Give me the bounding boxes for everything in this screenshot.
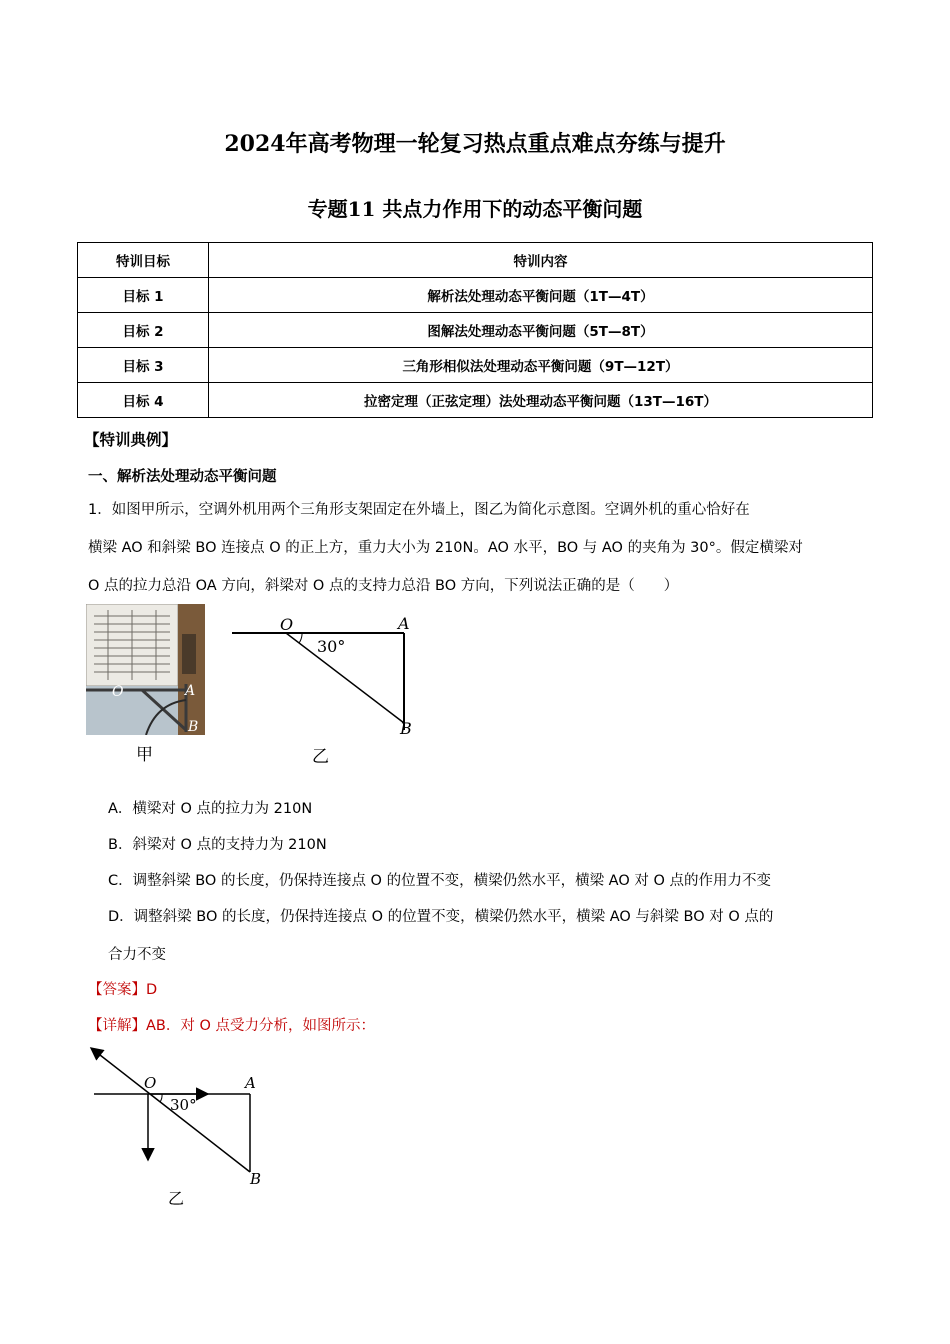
table-cell-content: 图解法处理动态平衡问题（5T—8T） — [209, 313, 873, 348]
section-heading: 【特训典例】 — [84, 431, 178, 449]
page-subtitle: 专题11 共点力作用下的动态平衡问题 — [307, 197, 643, 221]
option-b: B．斜梁对 O 点的支持力为 210N — [108, 837, 327, 853]
support-force-arrow — [91, 1048, 150, 1094]
answer-value: D — [146, 982, 158, 998]
table-row — [78, 278, 873, 313]
table-header-cell: 特训内容 — [209, 243, 873, 278]
air-conditioner-photo — [86, 604, 205, 735]
photo-label-b: B — [188, 719, 199, 735]
point-b-label: B — [400, 719, 412, 738]
table-header-cell: 特训目标 — [78, 243, 209, 278]
photo-caption: 甲 — [136, 745, 153, 765]
option-d-continued: 合力不变 — [108, 947, 166, 963]
diagram-caption: 乙 — [312, 747, 329, 767]
answer — [88, 978, 157, 999]
option-c: C．调整斜梁 BO 的长度，仍保持连接点 O 的位置不变，横梁仍然水平，横梁 AO 对 O 点的作用力不变 — [108, 873, 772, 889]
table-row — [78, 313, 873, 348]
table-cell-target: 目标 2 — [78, 313, 209, 348]
option-a: A．横梁对 O 点的拉力为 210N — [108, 801, 313, 817]
bracket-diagram — [228, 612, 428, 744]
table-row — [78, 348, 873, 383]
table-cell-content: 拉密定理（正弦定理）法处理动态平衡问题（13T—16T） — [209, 383, 873, 418]
point-a-label: A — [398, 614, 410, 633]
option-d: D．调整斜梁 BO 的长度，仍保持连接点 O 的位置不变，横梁仍然水平，横梁 AO 与斜梁 BO 对 O 点的 — [108, 909, 774, 925]
angle-label: 30° — [317, 637, 346, 656]
photo-label-a: A — [185, 683, 196, 699]
question-line: 横梁 AO 和斜梁 BO 连接点 O 的正上方，重力大小为 210N。AO 水平，BO 与 AO 的夹角为 30°。假定横梁对 — [88, 540, 803, 556]
force-diagram-caption: 乙 — [168, 1189, 185, 1208]
point-a-label: A — [245, 1074, 256, 1092]
force-diagram — [84, 1040, 274, 1190]
point-o-label: O — [144, 1074, 157, 1092]
table-cell-target: 目标 1 — [78, 278, 209, 313]
table-cell-target: 目标 3 — [78, 348, 209, 383]
table-cell-target: 目标 4 — [78, 383, 209, 418]
beam-bo — [150, 1094, 250, 1172]
point-b-label: B — [250, 1170, 262, 1188]
angle-label: 30° — [170, 1096, 197, 1114]
explanation-label: 【详解】 — [88, 1018, 146, 1034]
subsection-heading: 一、解析法处理动态平衡问题 — [88, 469, 277, 485]
point-o-label: O — [280, 615, 294, 634]
explanation — [88, 1014, 375, 1035]
page-title: 2024年高考物理一轮复习热点重点难点夯练与提升 — [224, 131, 726, 157]
table-cell-content: 解析法处理动态平衡问题（1T—4T） — [209, 278, 873, 313]
explanation-text: AB．对 O 点受力分析，如图所示： — [146, 1018, 375, 1034]
targets-table — [77, 242, 873, 418]
table-row — [78, 383, 873, 418]
answer-label: 【答案】 — [88, 982, 146, 998]
photo-label-o: O — [112, 684, 124, 700]
question-line: O 点的拉力总沿 OA 方向，斜梁对 O 点的支持力总沿 BO 方向，下列说法正确的是（ ） — [88, 578, 679, 594]
question-line: 1．如图甲所示，空调外机用两个三角形支架固定在外墙上，图乙为简化示意图。空调外机的重心恰好在 — [88, 502, 750, 518]
table-header-row — [78, 243, 873, 278]
table-cell-content: 三角形相似法处理动态平衡问题（9T—12T） — [209, 348, 873, 383]
